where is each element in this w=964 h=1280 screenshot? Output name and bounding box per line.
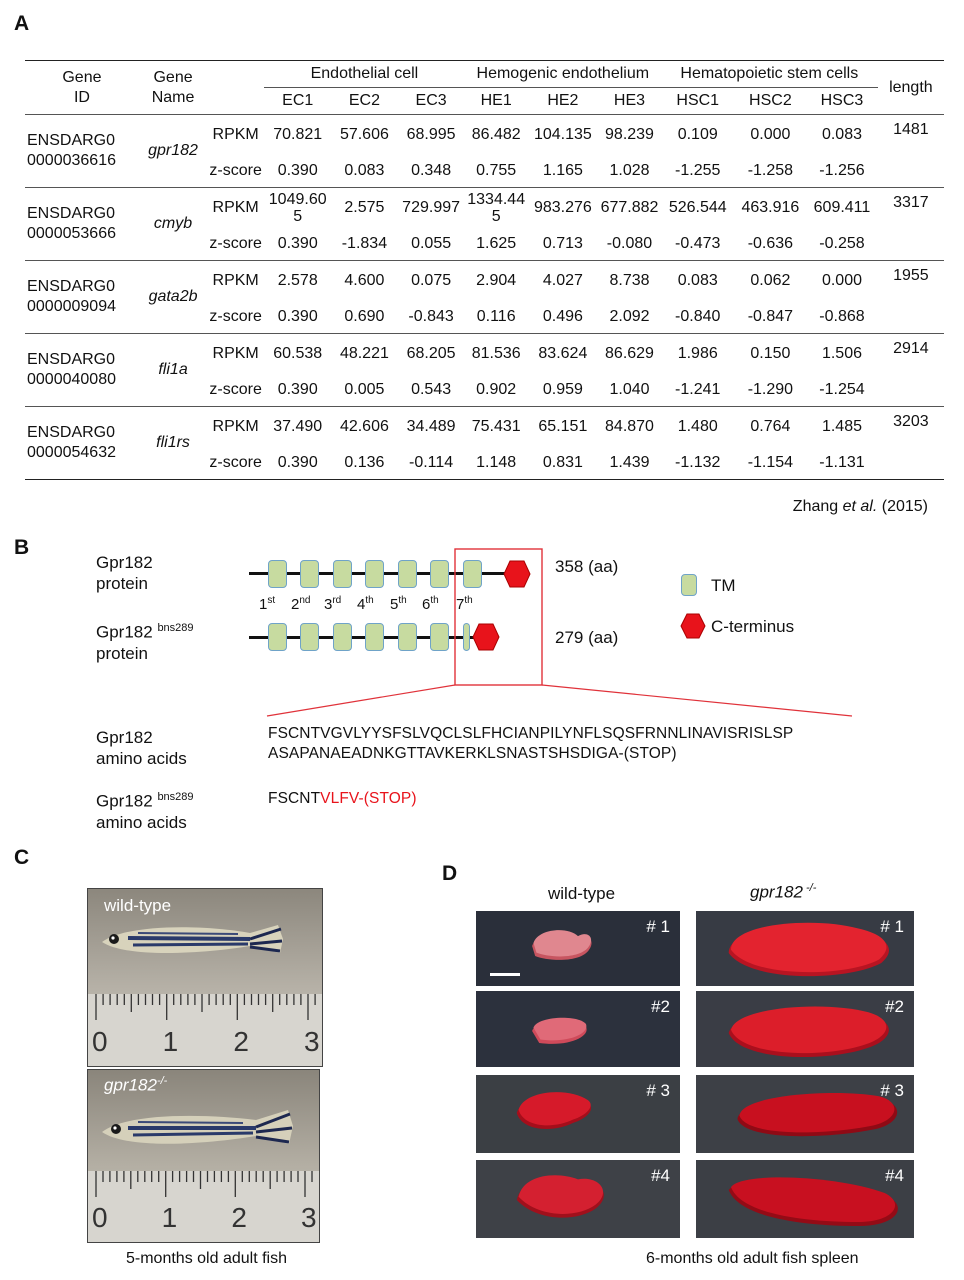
row-label-zscore: z-score <box>207 154 264 188</box>
zscore-cell: 0.496 <box>528 300 599 334</box>
rpkm-cell: 104.135 <box>533 125 592 143</box>
zscore-cell: -0.868 <box>806 300 878 334</box>
zscore-cell: -1.132 <box>661 446 735 480</box>
row-label-zscore: z-score <box>207 446 264 480</box>
zscore-cell: 1.439 <box>598 446 661 480</box>
ruler-number: 0 <box>92 1026 108 1057</box>
rpkm-cell: 0.062 <box>750 271 791 289</box>
rpkm-cell: 1334.44 5 <box>467 190 526 225</box>
ruler-number: 0 <box>92 1202 108 1233</box>
zscore-cell: 0.390 <box>264 154 331 188</box>
rpkm-cell: 8.738 <box>609 271 650 289</box>
zscore-cell: -1.256 <box>806 154 878 188</box>
gene-length: 1955 <box>893 267 929 284</box>
zscore-cell: -1.834 <box>331 227 397 261</box>
hdr-group-ec: Endothelial cell <box>264 61 465 88</box>
gene-id <box>25 407 139 480</box>
hdr-gene-id-2: ID <box>73 88 90 106</box>
zscore-cell: -1.258 <box>735 154 807 188</box>
gene-id-part1: ENSDARG0 <box>27 205 116 222</box>
row-label-rpkm: RPKM <box>212 125 259 143</box>
gene-id-part1: ENSDARG0 <box>27 132 116 149</box>
wt-sequence-line1: FSCNTVGVLYYSFSLVQCLSLFHCIANPILYNFLSQSFRNNLINAVISRISLSP <box>268 725 794 742</box>
panel-b-label: B <box>14 536 30 559</box>
hdr-gene-name <box>139 61 207 115</box>
mut-ruler <box>88 1171 319 1242</box>
wt-protein-label-line1: Gpr182 <box>96 553 153 572</box>
row-label-rpkm: RPKM <box>212 271 259 289</box>
gene-id-part2: 0000036616 <box>27 152 116 169</box>
panel-d-caption: 6-months old adult fish spleen <box>646 1250 859 1267</box>
gene-name: gpr182 <box>139 115 207 188</box>
rpkm-cell: 86.629 <box>605 344 654 362</box>
row-label-rpkm: RPKM <box>212 198 259 216</box>
wt-spleen-photo <box>476 911 680 986</box>
tm-ordinal-number: 7 <box>456 596 465 613</box>
length-blank <box>878 300 944 334</box>
rpkm-cell: 463.916 <box>741 198 800 216</box>
mut-aa-label <box>96 787 194 833</box>
rpkm-cell: 0.075 <box>411 271 452 289</box>
zscore-cell: 0.005 <box>331 373 397 407</box>
rpkm-cell: 83.624 <box>538 344 588 362</box>
rpkm-cell: 70.821 <box>273 125 323 143</box>
citation-author: Zhang <box>792 498 843 515</box>
panel-a-label: A <box>14 12 30 35</box>
rpkm-cell: 0.083 <box>677 271 718 289</box>
tm-ordinal-number: 4 <box>357 596 366 613</box>
gene-length: 3317 <box>893 194 929 211</box>
spleen-sample-label: # 3 <box>880 1081 904 1100</box>
rpkm-cell: 48.221 <box>339 344 389 362</box>
hdr-length: length <box>878 61 944 115</box>
length-blank <box>878 373 944 407</box>
rpkm-cell: 677.882 <box>600 198 659 216</box>
ruler-number: 2 <box>231 1202 247 1233</box>
zscore-cell: -0.840 <box>661 300 735 334</box>
panel-c-caption: 5-months old adult fish <box>126 1250 287 1267</box>
rpkm-cell: 0.000 <box>750 125 791 143</box>
zoom-line-right <box>542 685 852 716</box>
tm-ordinal-suffix: th <box>430 595 439 606</box>
hdr-group-hsc: Hematopoietic stem cells <box>661 61 878 88</box>
hdr-group-he: Hemogenic endothelium <box>465 61 661 88</box>
wt-sequence-line2: ASAPANAEADNKGTTAVKERKLSNASTSHSDIGA-(STOP) <box>268 745 677 762</box>
gene-id-part2: 0000009094 <box>27 298 116 315</box>
mut-protein-label-line2: protein <box>96 643 148 663</box>
mut-spleen-photo <box>696 991 914 1067</box>
rpkm-cell: 98.239 <box>605 125 654 143</box>
mut-fish-photo <box>87 1069 320 1243</box>
tm-ordinal-suffix: th <box>365 595 374 606</box>
ruler-number: 3 <box>301 1202 317 1233</box>
wt-ruler <box>88 994 322 1066</box>
wt-aa-label <box>96 727 187 769</box>
panel-d-label: D <box>442 862 458 885</box>
zscore-cell: 0.390 <box>264 446 331 480</box>
gene-id-part1: ENSDARG0 <box>27 424 116 441</box>
zscore-cell: -0.847 <box>735 300 807 334</box>
zscore-cell: 1.028 <box>598 154 661 188</box>
zscore-cell: 0.959 <box>528 373 599 407</box>
mut-fish-label <box>104 1075 167 1096</box>
zscore-cell: -0.258 <box>806 227 878 261</box>
rpkm-cell: 729.997 <box>402 198 461 216</box>
rpkm-cell: 1.485 <box>821 417 862 435</box>
scale-bar <box>490 973 520 976</box>
tm-ordinal-suffix: nd <box>299 595 311 606</box>
rpkm-cell: 0.764 <box>750 417 791 435</box>
rpkm-cell: 0.000 <box>821 271 862 289</box>
hdr-gene-id <box>25 61 139 115</box>
rpkm-cell: 2.904 <box>476 271 517 289</box>
tm-ordinal-number: 1 <box>259 596 268 613</box>
zscore-cell: 0.390 <box>264 300 331 334</box>
spleen-sample-label: #4 <box>651 1166 670 1185</box>
mut-protein-allele: bns289 <box>157 622 194 634</box>
panel-c-label: C <box>14 846 30 869</box>
zscore-cell: -1.131 <box>806 446 878 480</box>
hdr-sample: HSC2 <box>735 88 807 115</box>
gene-id-part1: ENSDARG0 <box>27 278 116 295</box>
hdr-sample: HE3 <box>598 88 661 115</box>
wt-sequence <box>268 724 793 764</box>
wt-spleen-photo <box>476 1075 680 1153</box>
zscore-cell: 0.136 <box>331 446 397 480</box>
length-blank <box>878 154 944 188</box>
gene-name: cmyb <box>139 188 207 261</box>
mut-sequence <box>268 789 417 809</box>
zscore-cell: -1.254 <box>806 373 878 407</box>
row-label-zscore: z-score <box>207 227 264 261</box>
rpkm-cell: 1.480 <box>677 417 718 435</box>
expression-table <box>25 60 944 480</box>
mut-spleen-photo <box>696 1075 914 1153</box>
legend-cterminus-label: C-terminus <box>711 617 795 636</box>
mut-length: 279 (aa) <box>555 628 619 647</box>
panel-d-mut-genotype-sup: -/- <box>802 882 817 894</box>
rpkm-cell: 2.575 <box>344 198 385 216</box>
rpkm-cell: 75.431 <box>471 417 521 435</box>
mut-aa-allele: bns289 <box>157 791 194 803</box>
length-blank <box>878 446 944 480</box>
gene-name: gata2b <box>139 261 207 334</box>
spleen-sample-label: #4 <box>885 1166 904 1185</box>
rpkm-cell: 4.600 <box>344 271 385 289</box>
tm-ordinal-suffix: th <box>398 595 407 606</box>
legend-tm-label: TM <box>711 576 736 595</box>
zscore-cell: 2.092 <box>598 300 661 334</box>
gene-name: fli1rs <box>139 407 207 480</box>
hdr-blank <box>207 61 264 115</box>
mut-spleen-photo <box>696 911 914 986</box>
rpkm-cell: 526.544 <box>668 198 727 216</box>
wt-aa-label-line2: amino acids <box>96 749 187 768</box>
mut-fish-genotype-sup: -/- <box>156 1075 168 1087</box>
panel-d-wt-header: wild-type <box>548 884 616 903</box>
wt-protein-label-line2: protein <box>96 574 148 593</box>
zoom-line-left <box>267 685 455 716</box>
rpkm-cell: 65.151 <box>538 417 588 435</box>
gene-id <box>25 188 139 261</box>
zscore-cell: -0.114 <box>397 446 464 480</box>
zscore-cell: -0.473 <box>661 227 735 261</box>
hdr-sample: EC3 <box>397 88 464 115</box>
zscore-cell: 0.390 <box>264 373 331 407</box>
gene-name: fli1a <box>139 334 207 407</box>
spleen-sample-label: # 1 <box>646 917 670 936</box>
rpkm-cell: 84.870 <box>605 417 654 435</box>
zscore-cell: 0.055 <box>397 227 464 261</box>
zscore-cell: -0.080 <box>598 227 661 261</box>
tm-ordinal-number: 2 <box>291 596 300 613</box>
mut-aa-label-line2: amino acids <box>96 812 187 832</box>
length-blank <box>878 227 944 261</box>
zscore-cell: 0.390 <box>264 227 331 261</box>
rpkm-cell: 68.205 <box>406 344 456 362</box>
gene-length: 2914 <box>893 340 929 357</box>
hdr-sample: EC2 <box>331 88 397 115</box>
tm-ordinal-suffix: th <box>464 595 473 606</box>
citation-etal: et al. <box>842 498 878 515</box>
legend-cterminus-icon <box>680 613 706 639</box>
wt-fish-photo <box>87 888 323 1067</box>
row-label-zscore: z-score <box>207 300 264 334</box>
mut-aa-name: Gpr182 <box>96 791 158 811</box>
zscore-cell: 1.148 <box>465 446 528 480</box>
zscore-cell: -1.290 <box>735 373 807 407</box>
rpkm-cell: 4.027 <box>542 271 583 289</box>
mut-sequence-conserved: FSCNT <box>268 790 321 807</box>
rpkm-cell: 0.083 <box>821 125 862 143</box>
rpkm-cell: 68.995 <box>406 125 456 143</box>
gene-id <box>25 261 139 334</box>
rpkm-cell: 0.150 <box>750 344 791 362</box>
wt-spleen-photo <box>476 1160 680 1238</box>
rpkm-cell: 1.506 <box>821 344 862 362</box>
hdr-gene-name-2: Name <box>151 88 195 106</box>
gene-length: 3203 <box>893 413 929 430</box>
tm-ordinal-number: 6 <box>422 596 431 613</box>
zscore-cell: 0.902 <box>465 373 528 407</box>
tm-ordinal-suffix: st <box>267 595 276 606</box>
zscore-cell: -0.843 <box>397 300 464 334</box>
mut-protein-name: Gpr182 <box>96 622 158 642</box>
spleen-sample-label: #2 <box>885 997 904 1016</box>
mut-aa-label-line1 <box>96 787 194 812</box>
hdr-sample: EC1 <box>264 88 331 115</box>
zscore-cell: 1.040 <box>598 373 661 407</box>
zscore-cell: -0.636 <box>735 227 807 261</box>
zscore-cell: 0.116 <box>465 300 528 334</box>
zoom-callout <box>0 540 964 720</box>
zscore-cell: 0.831 <box>528 446 599 480</box>
zscore-cell: 0.083 <box>331 154 397 188</box>
wt-spleen-photo <box>476 991 680 1067</box>
hdr-sample: HE2 <box>528 88 599 115</box>
zscore-cell: 0.755 <box>465 154 528 188</box>
row-label-zscore: z-score <box>207 373 264 407</box>
tm-ordinal-suffix: rd <box>332 595 342 606</box>
gene-id-part2: 0000040080 <box>27 371 116 388</box>
rpkm-cell: 57.606 <box>339 125 389 143</box>
spleen-sample-label: # 1 <box>880 917 904 936</box>
rpkm-cell: 983.276 <box>533 198 592 216</box>
zoom-box <box>455 549 542 685</box>
zscore-cell: -1.154 <box>735 446 807 480</box>
gene-id-part2: 0000054632 <box>27 444 116 461</box>
rpkm-cell: 1.986 <box>677 344 718 362</box>
panel-d-mut-genotype: gpr182 <box>750 882 803 902</box>
citation <box>793 498 928 516</box>
rpkm-cell: 60.538 <box>273 344 323 362</box>
gene-id-part1: ENSDARG0 <box>27 351 116 368</box>
rpkm-cell: 86.482 <box>471 125 521 143</box>
zscore-cell: 0.348 <box>397 154 464 188</box>
row-label-rpkm: RPKM <box>212 344 259 362</box>
gene-id <box>25 334 139 407</box>
ruler-number: 3 <box>304 1026 320 1057</box>
rpkm-cell: 37.490 <box>273 417 323 435</box>
rpkm-cell: 2.578 <box>277 271 318 289</box>
zscore-cell: 0.543 <box>397 373 464 407</box>
rpkm-cell: 0.109 <box>677 125 718 143</box>
row-label-rpkm: RPKM <box>212 417 259 435</box>
hdr-sample: HE1 <box>465 88 528 115</box>
zscore-cell: 0.713 <box>528 227 599 261</box>
zscore-cell: 1.165 <box>528 154 599 188</box>
zscore-cell: 0.690 <box>331 300 397 334</box>
rpkm-cell: 1049.60 5 <box>268 190 327 225</box>
rpkm-cell: 34.489 <box>406 417 456 435</box>
ruler-number: 1 <box>162 1026 179 1057</box>
wt-aa-label-line1: Gpr182 <box>96 728 153 747</box>
legend-tm-icon <box>681 574 697 596</box>
tm-ordinal-number: 3 <box>324 596 333 613</box>
mut-sequence-frameshift: VLFV-(STOP) <box>320 790 417 807</box>
gene-id-part2: 0000053666 <box>27 225 116 242</box>
hdr-sample: HSC3 <box>806 88 878 115</box>
spleen-sample-label: #2 <box>651 997 670 1016</box>
wt-length: 358 (aa) <box>555 557 619 576</box>
rpkm-cell: 81.536 <box>471 344 521 362</box>
zscore-cell: -1.255 <box>661 154 735 188</box>
panel-d-mut-header <box>750 882 816 903</box>
gene-length: 1481 <box>893 121 929 138</box>
hdr-gene-id-1: Gene <box>62 68 102 86</box>
ruler-number: 1 <box>161 1202 178 1233</box>
mut-fish-genotype: gpr182 <box>104 1075 157 1095</box>
citation-year: (2015) <box>877 498 928 515</box>
ruler-number: 2 <box>233 1026 249 1057</box>
gene-id <box>25 115 139 188</box>
rpkm-cell: 609.411 <box>813 198 871 216</box>
spleen-sample-label: # 3 <box>646 1081 670 1100</box>
hdr-sample: HSC1 <box>661 88 735 115</box>
rpkm-cell: 42.606 <box>339 417 389 435</box>
zscore-cell: 1.625 <box>465 227 528 261</box>
hdr-gene-name-1: Gene <box>153 68 193 86</box>
tm-ordinal-number: 5 <box>390 596 399 613</box>
wt-fish-label: wild-type <box>104 896 172 915</box>
zscore-cell: -1.241 <box>661 373 735 407</box>
mut-spleen-photo <box>696 1160 914 1238</box>
